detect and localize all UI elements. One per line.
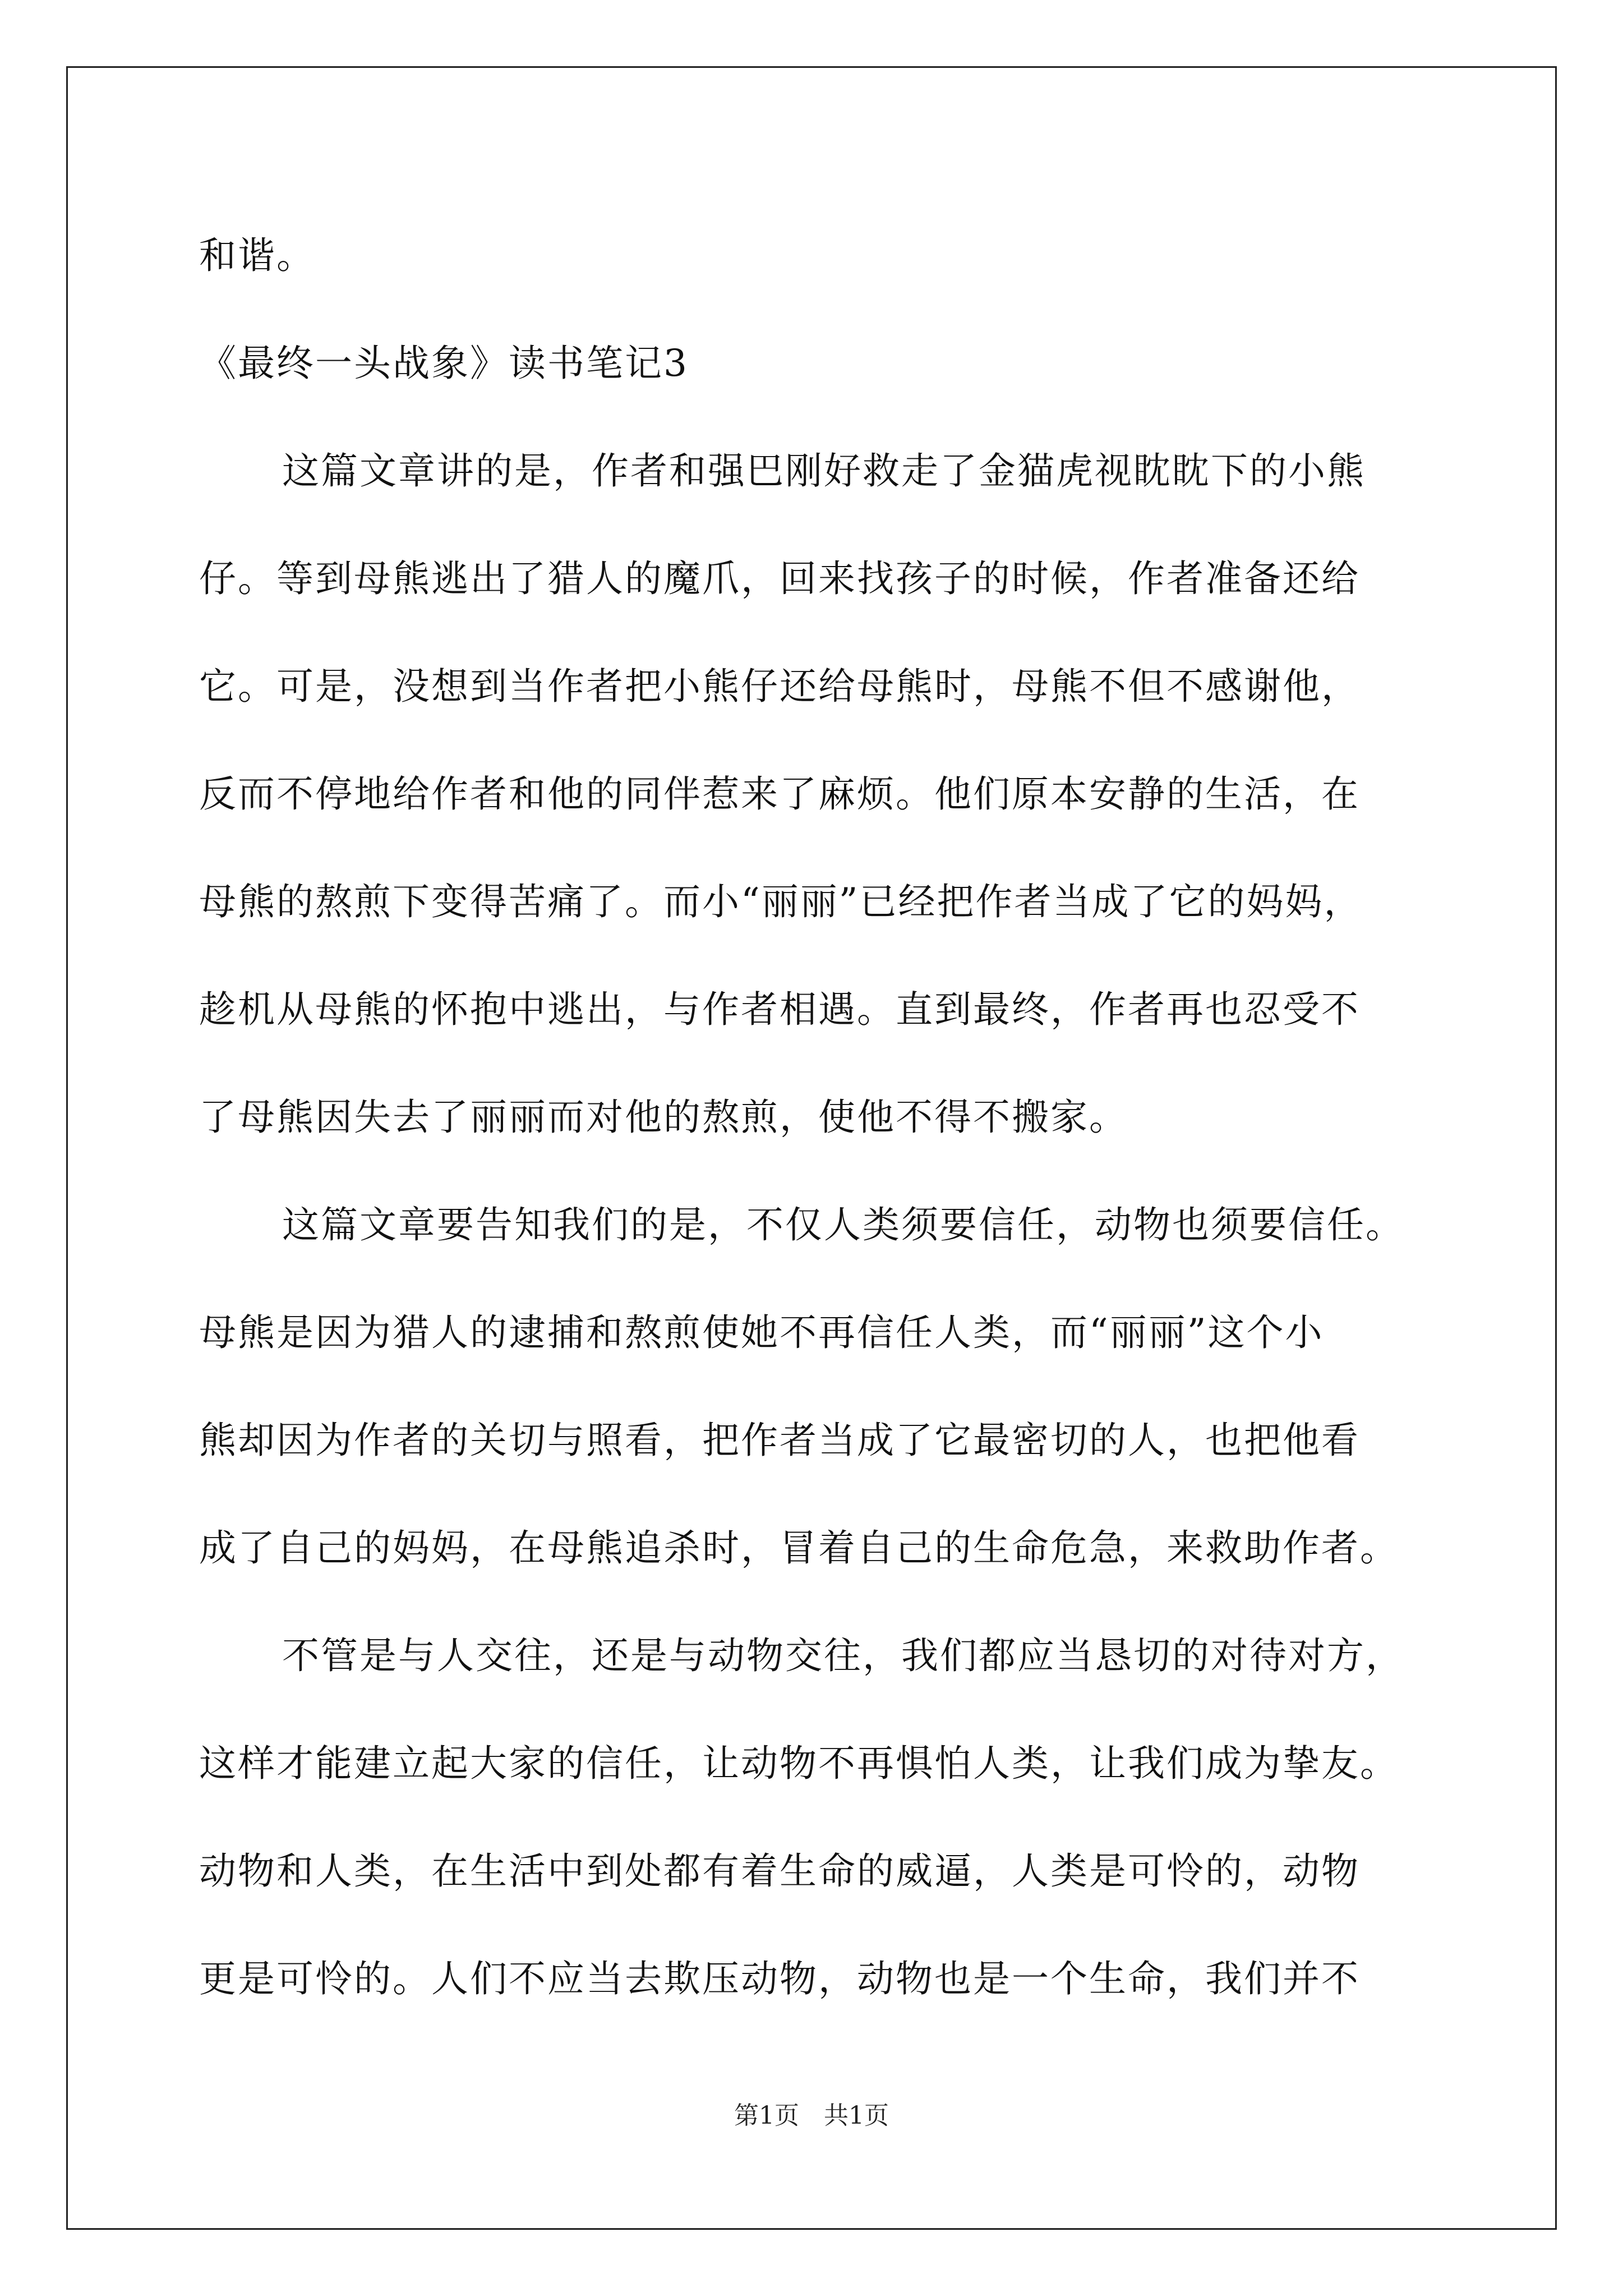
text-line: 母熊的熬煎下变得苦痛了。而小“丽丽”已经把作者当成了它的妈妈， (199, 880, 1363, 923)
text-line: 反而不停地给作者和他的同伴惹来了麻烦。他们原本安静的生活，在 (199, 772, 1360, 816)
text-line: 这篇文章要告知我们的是，不仅人类须要信任，动物也须要信任。 (282, 1203, 1404, 1246)
section-heading: 《最终一头战象》读书笔记3 (199, 342, 689, 385)
text-line: 这样才能建立起大家的信任，让动物不再惧怕人类，让我们成为挚友。 (199, 1742, 1399, 1785)
text-line: 了母熊因失去了丽丽而对他的熬煎，使他不得不搬家。 (199, 1096, 1128, 1139)
text-line: 和谐。 (199, 234, 315, 277)
text-line: 动物和人类，在生活中到处都有着生命的威逼，人类是可怜的，动物 (199, 1849, 1360, 1893)
text-line: 熊却因为作者的关切与照看，把作者当成了它最密切的人，也把他看 (199, 1419, 1360, 1462)
document-body (199, 202, 1427, 2033)
text-line: 成了自己的妈妈，在母熊追杀时，冒着自己的生命危急，来救助作者。 (199, 1526, 1399, 1570)
text-line: 仔。等到母熊逃出了猎人的魔爪，回来找孩子的时候，作者准备还给 (199, 557, 1360, 600)
text-line: 不管是与人交往，还是与动物交往，我们都应当恳切的对待对方， (282, 1634, 1404, 1677)
text-line: 母熊是因为猎人的逮捕和熬煎使她不再信任人类，而“丽丽”这个小 (199, 1311, 1324, 1354)
text-line: 这篇文章讲的是，作者和强巴刚好救走了金猫虎视眈眈下的小熊 (282, 449, 1366, 493)
text-line: 趁机从母熊的怀抱中逃出，与作者相遇。直到最终，作者再也忍受不 (199, 988, 1360, 1031)
page-number-footer: 第1页 共1页 (734, 2101, 889, 2130)
text-line: 它。可是，没想到当作者把小熊仔还给母熊时，母熊不但不感谢他， (199, 665, 1360, 708)
text-line: 更是可怜的。人们不应当去欺压动物，动物也是一个生命，我们并不 (199, 1957, 1360, 2000)
